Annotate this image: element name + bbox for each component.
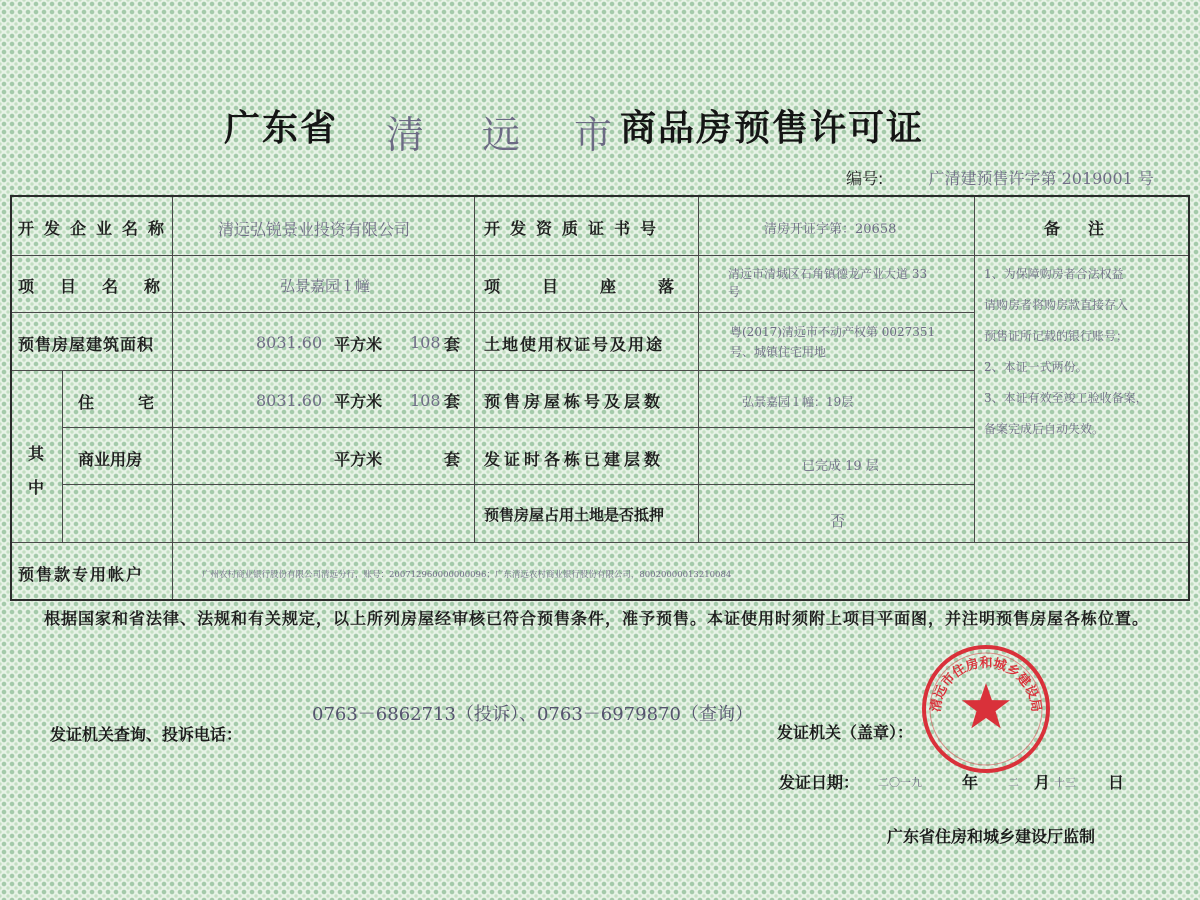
unit-residential-area: 平方米: [334, 392, 383, 411]
label-commercial: 商业用房: [78, 450, 143, 469]
contact-phones-label: 发证机关查询、投诉电话：: [50, 725, 243, 744]
title-main: 商品房预售许可证: [620, 108, 925, 149]
value-presale-units: 108: [410, 333, 441, 352]
value-land-cert-line1: 粤(2017)清远市不动产权第 0027351: [730, 325, 936, 339]
remark-line: 预售证所记载的银行账号；: [984, 329, 1129, 343]
unit-presale-area: 平方米: [334, 335, 383, 354]
value-account: 广州农村商业银行股份有限公司清远分行，账号：200712960000000096；广东清远农村商业银行股份有限公司，80020000013210084: [202, 570, 732, 580]
issue-date-label: 发证日期：: [779, 773, 860, 792]
issue-date-day-label: 日: [1108, 773, 1125, 792]
title-city-char-3: 市: [574, 113, 613, 157]
issue-date-day-value: 十三: [1054, 776, 1076, 789]
title-city-char-1: 清: [386, 113, 425, 157]
remark-line: 2、本证一式两份。: [984, 360, 1088, 374]
certificate-number-label: 编号:: [846, 169, 884, 188]
value-built-floors: 已完成 19 层: [802, 459, 879, 474]
permit-table: [10, 195, 1190, 601]
label-residential: 住 宅: [78, 393, 159, 412]
label-project-name: 项目名称: [18, 277, 187, 296]
certificate-number: [846, 166, 1154, 189]
unit-commercial-area: 平方米: [334, 450, 383, 469]
label-of-which: 其 中: [28, 444, 61, 497]
value-mortgage: 否: [830, 512, 846, 530]
remarks-text: [984, 259, 1148, 445]
value-qualification: 清房开证字第：20658: [764, 222, 897, 237]
remark-line: 3、本证有效至竣工验收备案，: [984, 391, 1148, 405]
issuer-label: 发证机关（盖章）：: [777, 723, 914, 742]
label-account: 预售款专用帐户: [18, 565, 145, 584]
seal-star-icon: [962, 683, 1010, 728]
unit-residential-units: 套: [444, 392, 461, 411]
unit-presale-units: 套: [444, 335, 461, 354]
label-building-floors: 预售房屋栋号及层数: [484, 392, 665, 411]
issue-date-month-label: 月: [1034, 773, 1051, 792]
value-residential-area: 8031.60: [256, 391, 323, 410]
label-built-floors: 发证时各栋已建层数: [484, 450, 665, 469]
value-presale-area: 8031.60: [256, 333, 323, 352]
title-province: 广东省: [224, 108, 339, 149]
approval-statement: 根据国家和省法律、法规和有关规定，以上所列房屋经审核已符合预售条件，准予预售。本证使用时须附上项目平面图，并注明预售房屋各栋位置。: [44, 609, 1150, 628]
issue-date-year-value: 二〇一九: [878, 776, 922, 789]
certificate-title: [0, 92, 1200, 157]
label-qualification: 开发资质证书号: [484, 219, 667, 238]
value-developer: 清远弘锐景业投资有限公司: [218, 220, 411, 239]
value-project-name: 弘景嘉园１幢: [280, 277, 371, 295]
remark-line: 1、为保障购房者合法权益: [984, 267, 1124, 281]
official-seal: [920, 643, 1052, 775]
label-presale-area: 预售房屋建筑面积: [18, 335, 155, 354]
issue-date-year-label: 年: [962, 773, 979, 792]
label-developer: 开发企业名称: [18, 219, 175, 238]
issue-date-month-value: 二: [1008, 776, 1019, 789]
certificate-number-value: 广清建预售许字第 2019001 号: [928, 169, 1154, 188]
contact-phones-value: 0763－6862713（投诉）、0763－6979870（查询）: [312, 704, 753, 725]
seal-text-path: 清远市住房和城乡建设局: [927, 655, 1045, 713]
remark-line: 备案完成后自动失效。: [984, 422, 1105, 436]
unit-commercial-units: 套: [444, 450, 461, 469]
value-building-floors: 弘景嘉园１幢：19层: [742, 395, 854, 409]
title-city-char-2: 远: [482, 113, 521, 157]
label-mortgage: 预售房屋占用土地是否抵押: [484, 506, 665, 524]
value-residential-units: 108: [410, 391, 441, 410]
label-remarks: 备 注: [1044, 219, 1111, 238]
remark-line: 请购房者将购房款直接存入: [984, 298, 1129, 312]
value-project-location-line1: 清远市清城区石角镇德龙产业大道 33: [728, 267, 928, 281]
value-land-cert-line2: 号、城镇住宅用地: [730, 345, 827, 359]
supervisor-note: 广东省住房和城乡建设厅监制: [887, 827, 1096, 846]
label-project-location: 项目座落: [484, 277, 717, 296]
label-land-cert: 土地使用权证号及用途: [484, 335, 665, 354]
value-project-location-line2: 号: [728, 285, 741, 299]
